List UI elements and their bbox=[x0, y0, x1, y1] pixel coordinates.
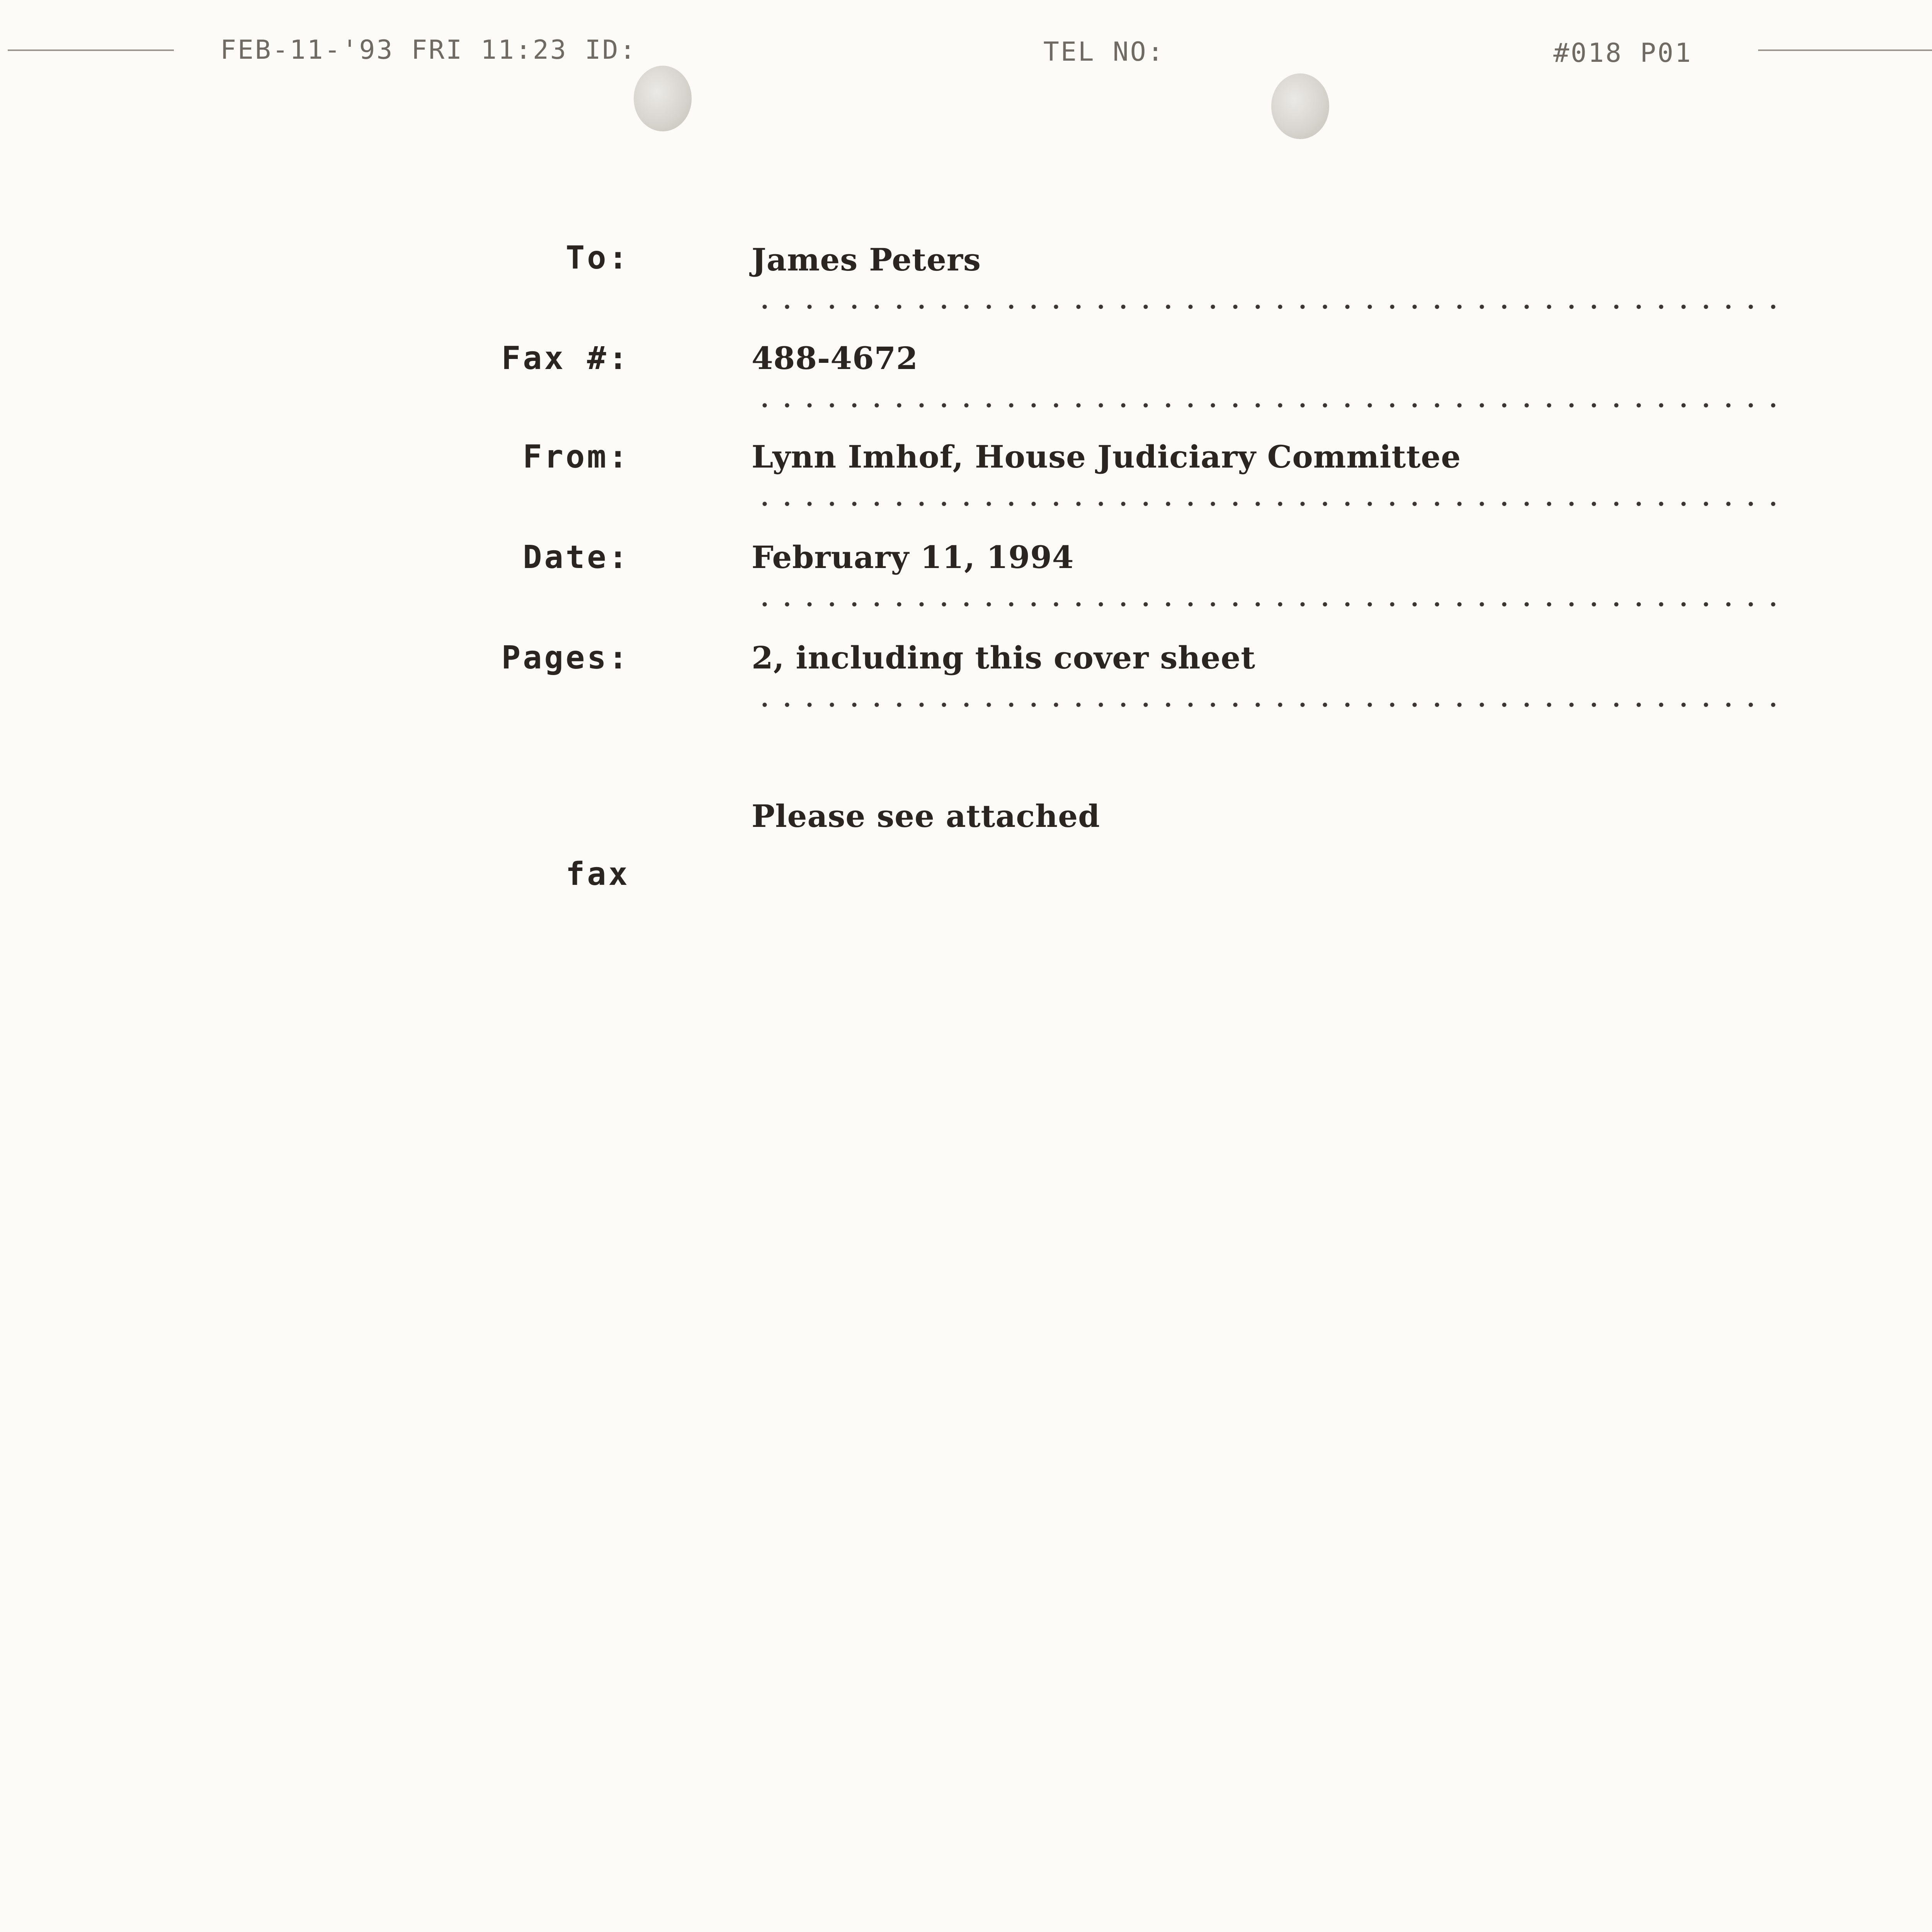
to-label: To: bbox=[565, 240, 630, 276]
from-value: Lynn Imhof, House Judiciary Committee bbox=[752, 439, 1461, 475]
fax-number-value: 488-4672 bbox=[752, 340, 918, 376]
pages-value: 2, including this cover sheet bbox=[752, 639, 1256, 676]
pages-label: Pages: bbox=[501, 639, 630, 676]
fax-timestamp: FEB-11-'93 FRI 11:23 ID: bbox=[220, 35, 637, 65]
from-label: From: bbox=[523, 439, 630, 475]
to-value: James Peters bbox=[752, 242, 981, 278]
date-label: Date: bbox=[523, 539, 630, 576]
fax-tel-number: TEL NO: bbox=[1043, 37, 1165, 67]
fax-side-label: fax bbox=[565, 856, 630, 893]
fax-page-code: #018 P01 bbox=[1553, 38, 1692, 68]
fax-number-label: Fax #: bbox=[501, 340, 630, 377]
date-value: February 11, 1994 bbox=[752, 539, 1074, 575]
message-text: Please see attached bbox=[752, 798, 1100, 834]
